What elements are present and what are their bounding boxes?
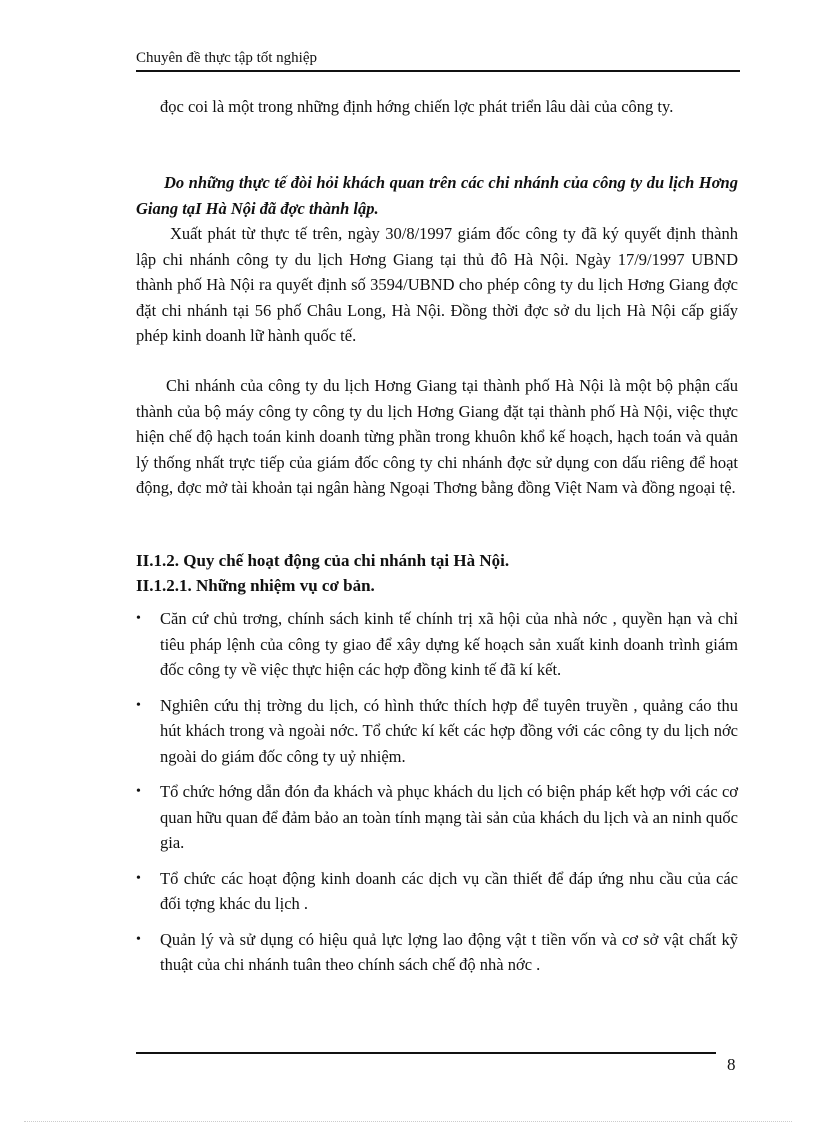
list-item-text: Tổ chức các hoạt động kinh doanh các dịch vụ cần thiết để đáp ứng nhu cầu của các đối tợng khác du lịch . xyxy=(160,868,738,913)
list-item xyxy=(136,927,738,978)
bullet-icon: • xyxy=(136,870,141,886)
page-number: 8 xyxy=(727,1055,736,1074)
list-item xyxy=(136,693,738,770)
header-title: Chuyên đề thực tập tốt nghiệp xyxy=(136,50,318,66)
list-item-text: Quản lý và sử dụng có hiệu quả lực lợng lao động vật t tiền vốn và cơ sở vật chất kỹ thuật của chi nhánh tuân theo chính sách chế độ nhà nớc . xyxy=(160,929,738,974)
list-item xyxy=(136,606,738,683)
bullet-icon: • xyxy=(136,697,141,713)
paragraph-branch-structure: Chi nhánh của công ty du lịch Hơng Giang tại thành phố Hà Nội là một bộ phận cấu thành của bộ máy công ty công ty du lịch Hơng Giang đặt tại thành phố Hà Nội, việc thực hiện chế độ hạch toán kinh doanh từng phần trong khuôn khổ kế hoạch, hạch toán và quản lý thống nhất trực tiếp của giám đốc công ty chi nhánh đợc sử dụng con dấu riêng để hoạt động, đợc mở tài khoản tại ngân hàng Ngoại Thơng bằng đồng Việt Nam và đồng ngoại tệ. xyxy=(136,376,738,497)
footer-rule xyxy=(136,1052,716,1054)
bullet-icon: • xyxy=(136,931,141,947)
list-item xyxy=(136,866,738,917)
list-item-text: Nghiên cứu thị trờng du lịch, có hình thức thích hợp để tuyên truyền , quảng cáo thu hút khách trong và ngoài nớc. Tổ chức kí kết các hợp đồng với các công ty du lịch nớc ngoài do giám đốc công ty uỷ nhiệm. xyxy=(160,695,738,766)
bullet-icon: • xyxy=(136,611,141,626)
paragraph-intro: đọc coi là một trong những định hớng chiến lợc phát triển lâu dài của công ty. xyxy=(160,97,674,116)
list-item-text: Căn cứ chủ trơng, chính sách kinh tế chính trị xã hội của nhà nớc , quyền hạn và chỉ tiêu pháp lệnh của công ty giao để xây dựng kế hoạch sản xuất kinh doanh trình giám đốc công ty về việc thực hiện các hợp đồng kinh tế đã kí kết. xyxy=(160,609,738,679)
bullet-icon: • xyxy=(136,784,141,799)
list-item xyxy=(136,779,738,856)
section-heading: II.1.2. Quy chế hoạt động của chi nhánh tại Hà Nội. xyxy=(136,551,510,570)
duties-list xyxy=(136,606,738,988)
paragraph-italic-emphasis: Do những thực tế đòi hỏi khách quan trên các chi nhánh của công ty du lịch Hơng Giang tạI Hà Nội đã đợc thành lập. xyxy=(136,173,738,218)
subsection-heading: II.1.2.1. Những nhiệm vụ cơ bản. xyxy=(136,576,375,595)
paragraph-establishment: Xuất phát từ thực tế trên, ngày 30/8/1997 giám đốc công ty đã ký quyết định thành lập chi nhánh công ty du lịch Hơng Giang tại thủ đô Hà Nội. Ngày 17/9/1997 UBND thành phố Hà Nội ra quyết định số 3594/UBND cho phép công ty du lịch Hơng Giang đợc đặt chi nhánh tại 56 phố Châu Long, Hà Nội. Đồng thời đợc sở du lịch Hà Nội cấp giấy phép kinh doanh lữ hành quốc tế. xyxy=(136,224,738,345)
page-header xyxy=(136,48,740,72)
list-item-text: Tổ chức hớng dẫn đón đa khách và phục khách du lịch có biện pháp kết hợp với các cơ quan hữu quan để đảm bảo an toàn tính mạng tài sản của khách du lịch và an ninh quốc gia. xyxy=(160,782,738,852)
page-edge-divider xyxy=(24,1121,792,1122)
